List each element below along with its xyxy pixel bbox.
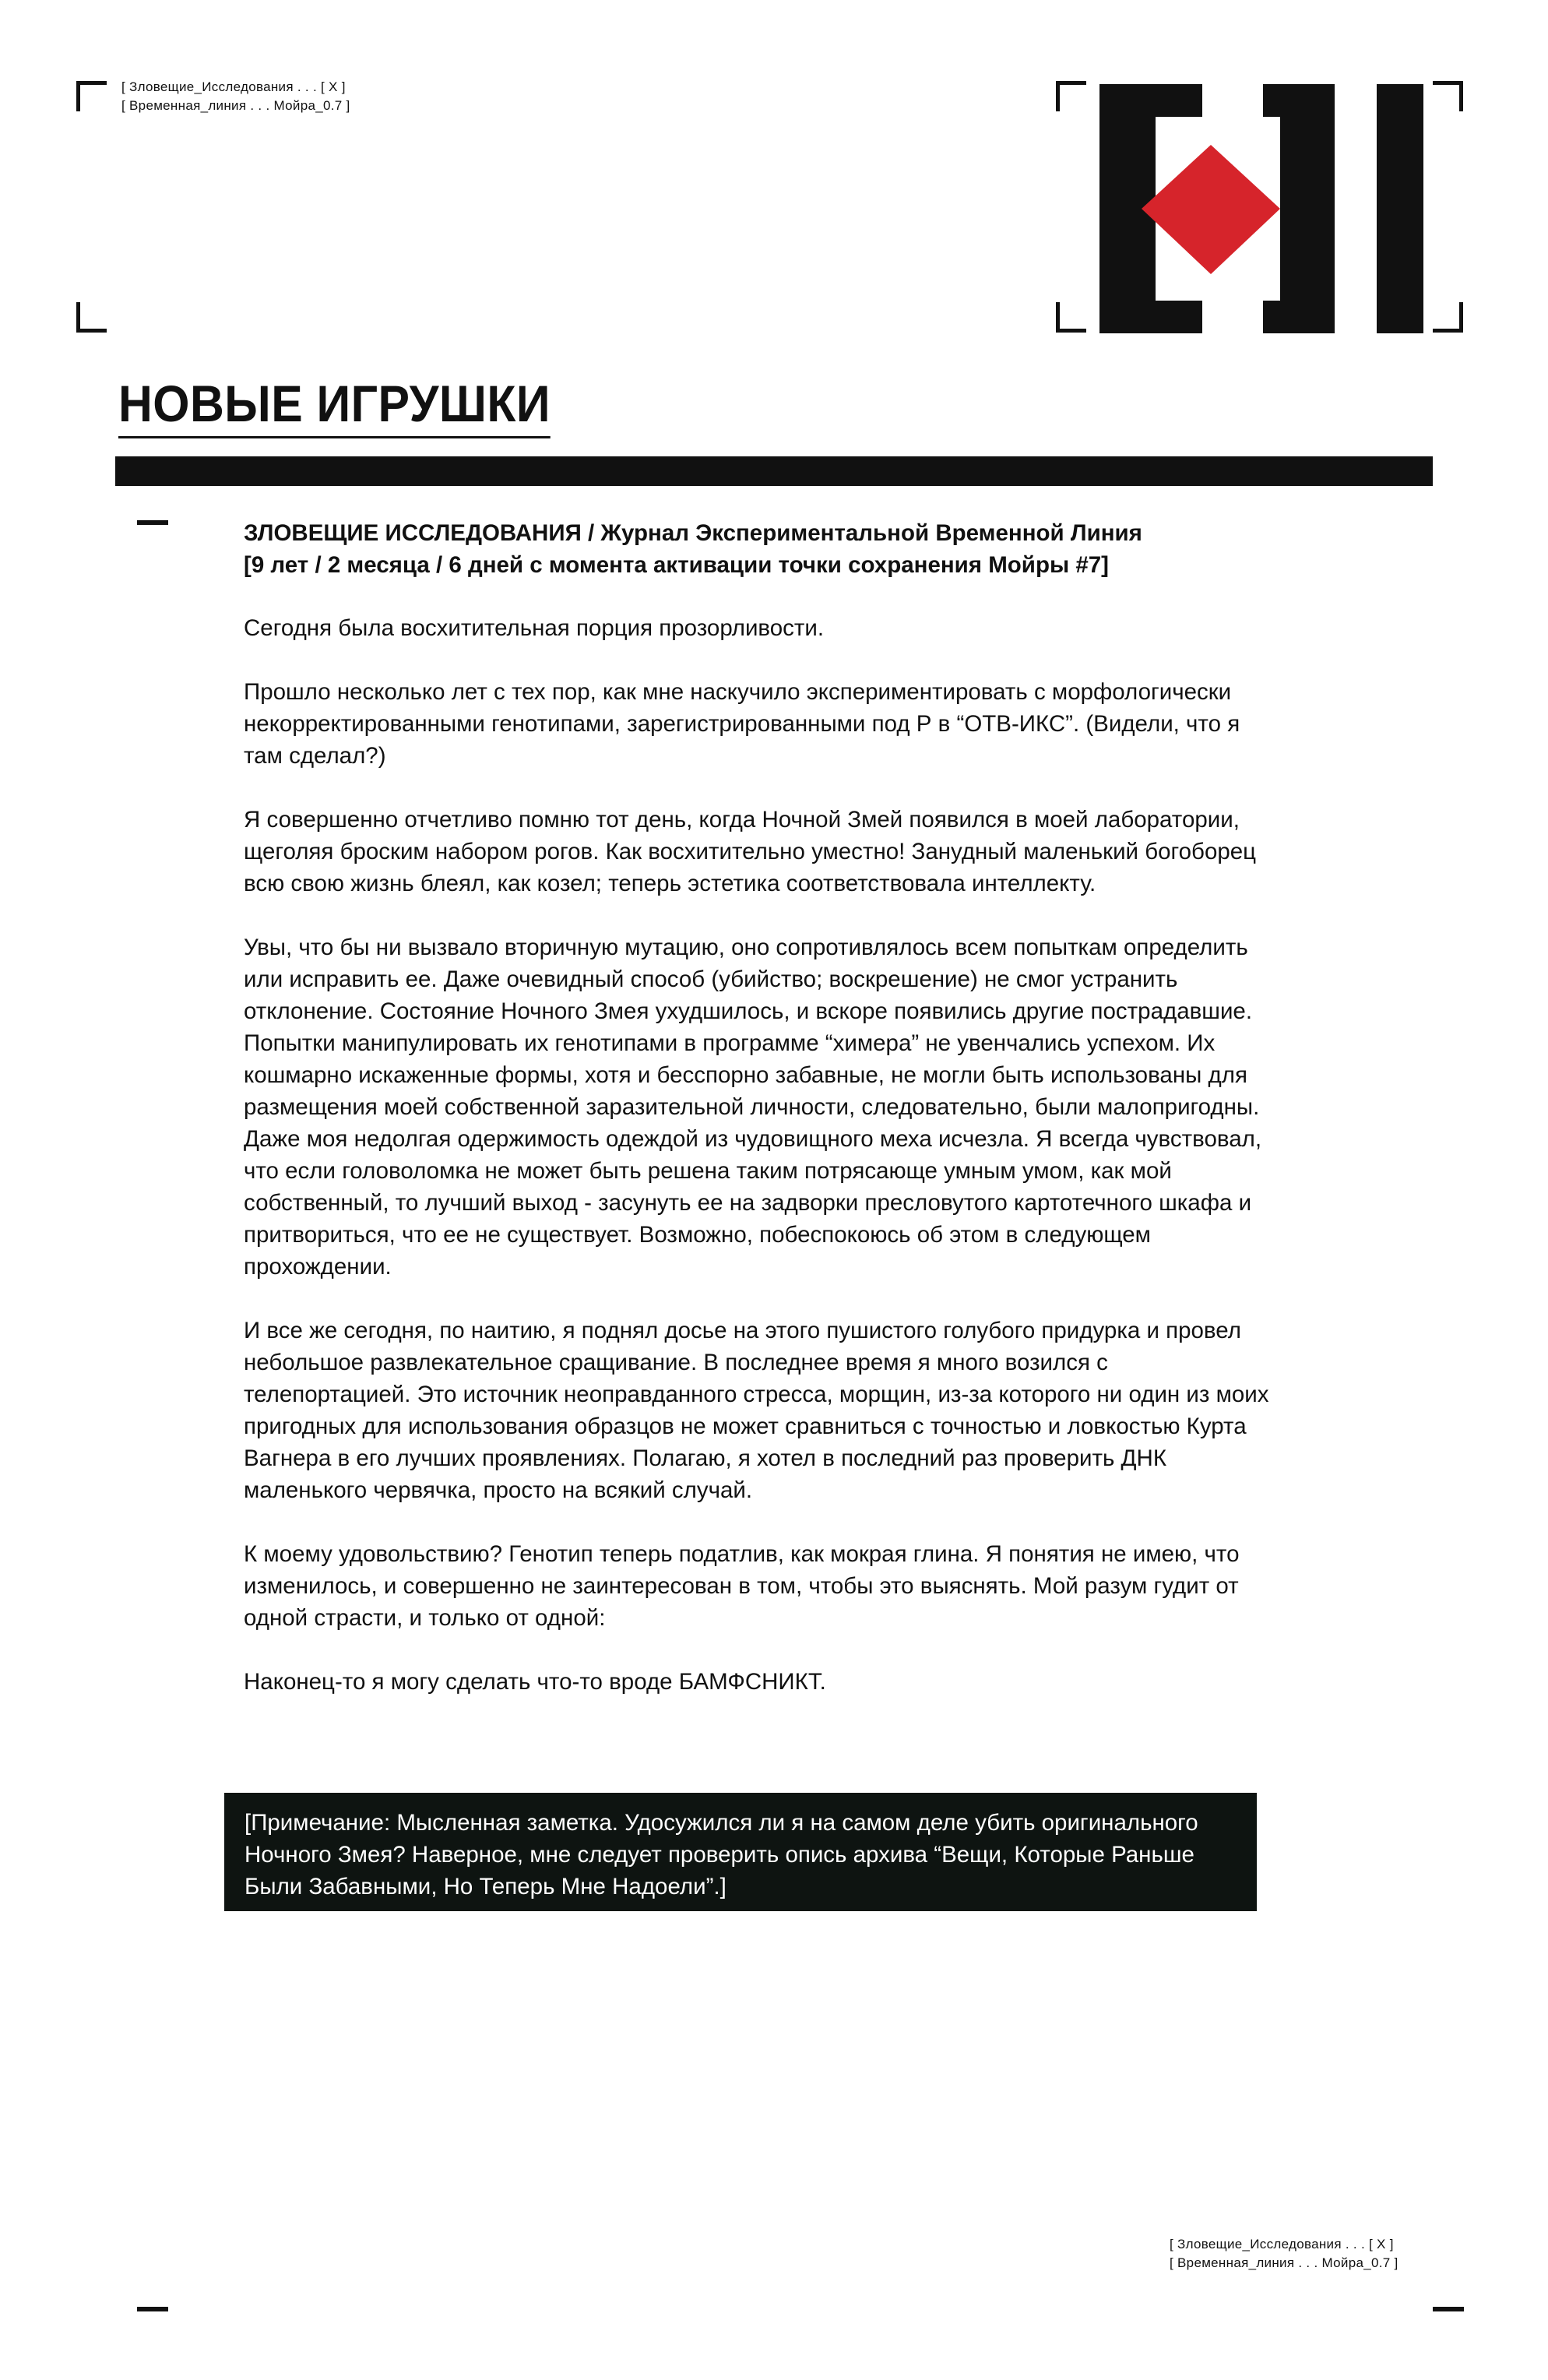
margin-dash-top-left bbox=[137, 520, 168, 525]
header-meta-line-2: [ Временная_линия . . . Мойра_0.7 ] bbox=[121, 98, 350, 113]
bracketed-red-diamond-icon bbox=[1099, 84, 1423, 333]
entry-paragraph-7: Наконец-то я могу сделать что-то вроде БАМФСНИКТ. bbox=[244, 1669, 826, 1695]
header-meta-line-1: [ Зловещие_Исследования . . . [ X ] bbox=[121, 79, 346, 94]
entry-heading-line-2: [9 лет / 2 месяца / 6 дней с момента активации точки сохранения Мойры #7] bbox=[244, 552, 1109, 578]
logo-corner-bottom-left bbox=[1056, 302, 1086, 333]
entry-paragraph-2: Прошло несколько лет с тех пор, как мне наскучило экспериментировать с морфологически некорректированными генотипами, зарегистрированными под Р в “ОТВ-ИКС”. (Видели, что я там сделал?) bbox=[244, 679, 1240, 769]
entry-heading-line-1: ЗЛОВЕЩИЕ ИССЛЕДОВАНИЯ / Журнал Экспериментальной Временной Линия bbox=[244, 520, 1142, 546]
page-title: НОВЫЕ ИГРУШКИ bbox=[118, 374, 551, 438]
corner-bracket-bottom-left bbox=[76, 302, 107, 333]
footer-meta bbox=[1170, 2235, 1398, 2273]
entry-heading bbox=[244, 517, 1272, 581]
red-diamond-icon bbox=[1142, 145, 1280, 274]
corner-bracket-top-left bbox=[76, 81, 107, 111]
entry-paragraph-3: Я совершенно отчетливо помню тот день, когда Ночной Змей появился в моей лаборатории, щеголяя броским набором рогов. Как восхитительно уместно! Занудный маленький богоборец всю свою жизнь блеял, как козел; теперь эстетика соответствовала интеллекту. bbox=[244, 807, 1257, 896]
logo-corner-bottom-right bbox=[1433, 302, 1463, 333]
journal-entry bbox=[244, 517, 1272, 1730]
footer-meta-line-2: [ Временная_линия . . . Мойра_0.7 ] bbox=[1170, 2255, 1398, 2270]
logo-corner-top-left bbox=[1056, 81, 1086, 111]
entry-paragraph-4: Увы, что бы ни вызвало вторичную мутацию, оно сопротивлялось всем попыткам определить или исправить ее. Даже очевидный способ (убийство; воскрешение) не смог устранить отклонение. Состояние Ночного Змея ухудшилось, и вскоре появились другие пострадавшие. Попытки манипулировать их генотипами в программе “химера” не увенчались успехом. Их кошмарно искаженные формы, хотя и бесспорно забавные, не могли быть использованы для размещения моей собственной заразительной личности, следовательно, были малопригодны. Даже моя недолгая одержимость одеждой из чудовищного меха исчезла. Я всегда чувствовал, что если головоломка не может быть решена таким потрясающе умным умом, как мой собственный, то лучший выход - засунуть ее на задворки пресловутого картотечного шкафа и притвориться, что ее не существует. Возможно, побеспокоюсь об этом в следующем прохождении. bbox=[244, 935, 1262, 1280]
margin-dash-bottom-left bbox=[137, 2307, 168, 2311]
entry-paragraph-1: Сегодня была восхитительная порция прозорливости. bbox=[244, 615, 825, 641]
note-box: [Примечание: Мысленная заметка. Удосужился ли я на самом деле убить оригинального Ночного Змея? Наверное, мне следует проверить опись архива “Вещи, Которые Раньше Были Забавными, Но Теперь Мне Надоели”.] bbox=[224, 1793, 1257, 1911]
header-meta bbox=[121, 78, 350, 115]
entry-paragraph-6: К моему удовольствию? Генотип теперь податлив, как мокрая глина. Я понятия не имею, что изменилось, и совершенно не заинтересован в том, чтобы это выяснять. Мой разум гудит от одной страсти, и только от одной: bbox=[244, 1541, 1240, 1631]
title-rule bbox=[115, 456, 1433, 486]
footer-meta-line-1: [ Зловещие_Исследования . . . [ X ] bbox=[1170, 2237, 1394, 2251]
logo-corner-top-right bbox=[1433, 81, 1463, 111]
margin-dash-bottom-right bbox=[1433, 2307, 1464, 2311]
entry-paragraph-5: И все же сегодня, по наитию, я поднял досье на этого пушистого голубого придурка и провел небольшое развлекательное сращивание. В последнее время я много возился с телепортацией. Это источник неоправданного стресса, морщин, из-за которого ни один из моих пригодных для использования образцов не может сравниться с точностью и ловкостью Курта Вагнера в его лучших проявлениях. Полагаю, я хотел в последний раз проверить ДНК маленького червячка, просто на всякий случай. bbox=[244, 1318, 1269, 1503]
